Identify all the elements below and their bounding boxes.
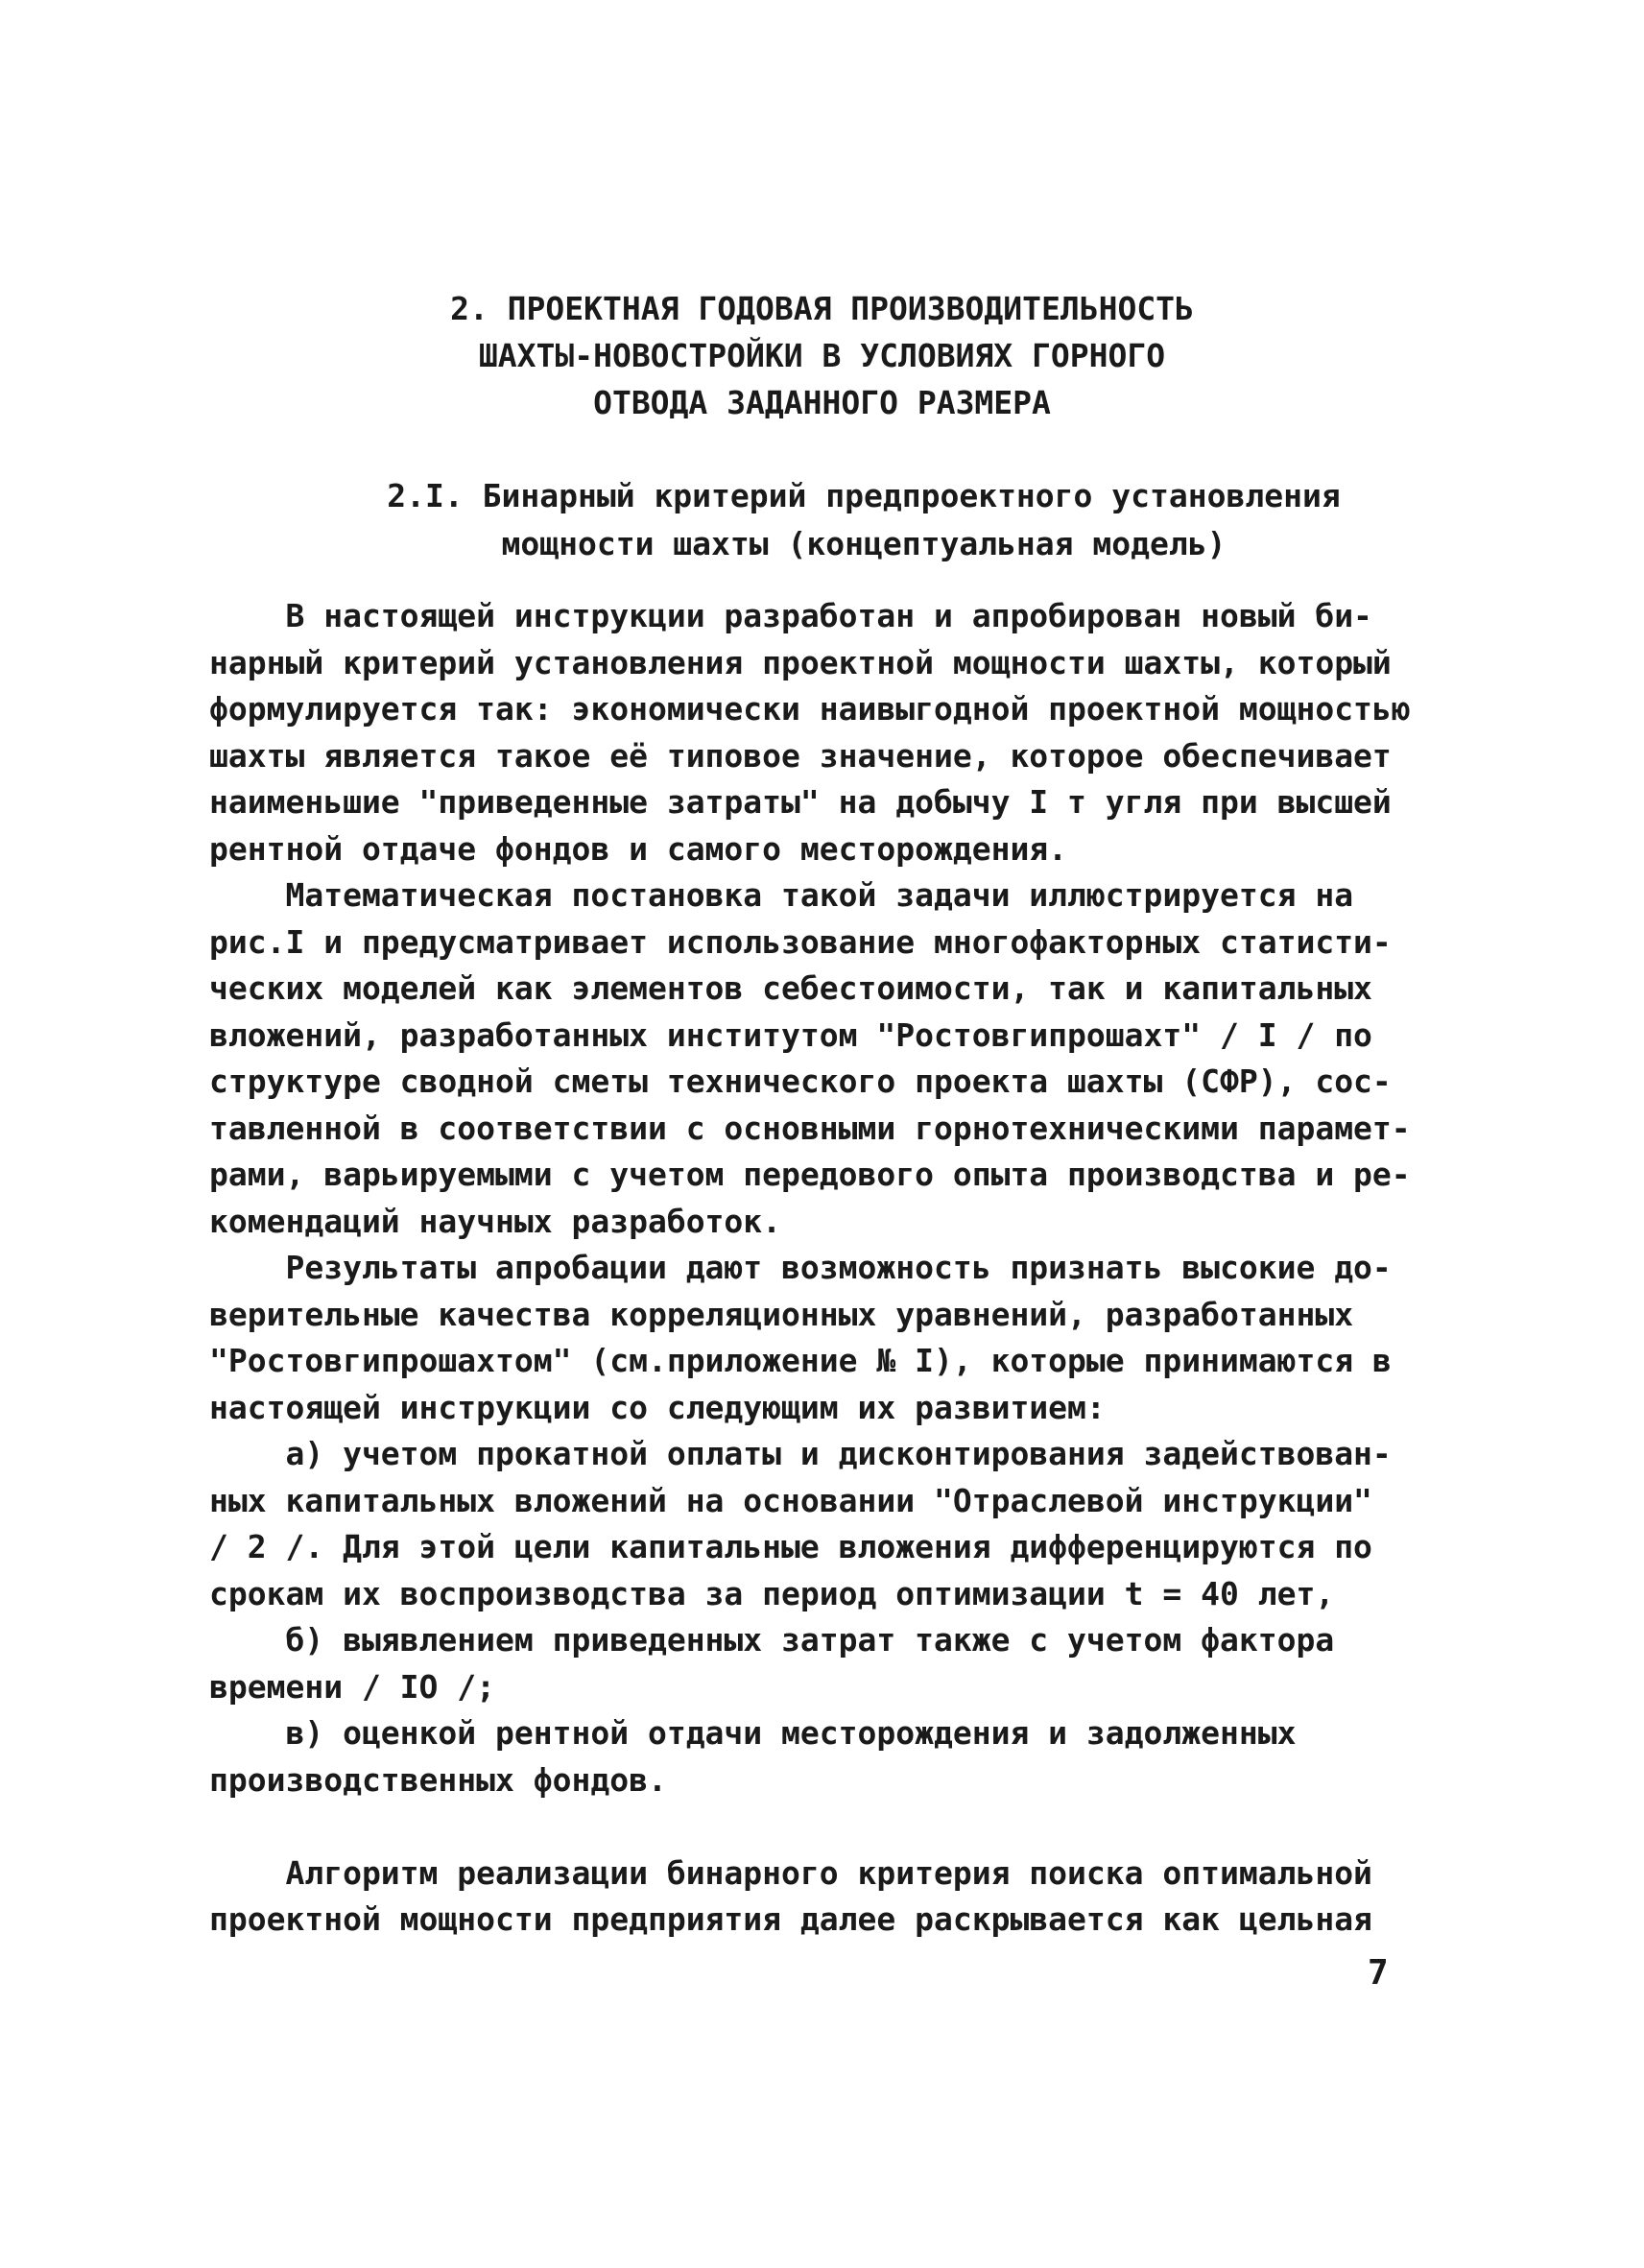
body-line: комендаций научных разработок. <box>209 1202 782 1240</box>
body-line: верительные качества корреляционных уравнений, разработанных <box>209 1295 1354 1333</box>
body-line: наименьшие "приведенные затраты" на добычу I т угля при высшей <box>209 783 1392 821</box>
body-line: В настоящей инструкции разработан и апробирован новый би- <box>209 597 1372 634</box>
body-line: б) выявлением приведенных затрат также с учетом фактора <box>209 1621 1335 1659</box>
section-heading-line: 2.I. Бинарный критерий предпроектного установления <box>387 477 1341 514</box>
body-line: нарный критерий установления проектной мощности шахты, который <box>209 643 1392 681</box>
body-line: формулируется так: экономически наивыгодной проектной мощностью <box>209 690 1411 728</box>
body-line: рентной отдаче фондов и самого месторождения. <box>209 829 1068 868</box>
chapter-heading <box>0 285 1644 426</box>
section-heading-line: мощности шахты (концептуальная модель) <box>501 525 1227 562</box>
body-line: ческих моделей как элементов себестоимости, так и капитальных <box>209 969 1372 1007</box>
body-line: срокам их воспроизводства за период оптимизации t = 40 лет, <box>209 1574 1335 1612</box>
body-line: структуре сводной сметы технического проекта шахты (СФР), сос- <box>209 1062 1392 1100</box>
section-heading <box>288 472 1440 568</box>
body-line: а) учетом прокатной оплаты и дисконтирования задействован- <box>209 1435 1392 1472</box>
body-line: вложений, разработанных институтом "Ростовгипрошахт" / I / по <box>209 1015 1372 1054</box>
chapter-heading-line: 2. ПРОЕКТНАЯ ГОДОВАЯ ПРОИЗВОДИТЕЛЬНОСТЬ <box>450 290 1194 327</box>
body-line: / 2 /. Для этой цели капитальные вложения дифференцируются по <box>209 1528 1372 1565</box>
chapter-heading-line: ШАХТЫ-НОВОСТРОЙКИ В УСЛОВИЯХ ГОРНОГО <box>478 337 1166 374</box>
chapter-heading-line: ОТВОДА ЗАДАННОГО РАЗМЕРА <box>593 384 1051 421</box>
body-line: настоящей инструкции со следующим их развитием: <box>209 1388 1106 1426</box>
body-line: рами, варьируемыми с учетом передового опыта производства и ре- <box>209 1156 1411 1193</box>
body-line: ных капитальных вложений на основании "Отраслевой инструкции" <box>209 1481 1372 1519</box>
body-line: проектной мощности предприятия далее раскрывается как цельная <box>209 1900 1372 1938</box>
body-line <box>209 1803 1418 1850</box>
body-text <box>209 593 1418 1944</box>
page-number: 7 <box>1368 1953 1389 1993</box>
body-line: тавленной в соответствии с основными горнотехническими парамет- <box>209 1109 1411 1147</box>
body-line: производственных фондов. <box>209 1760 667 1799</box>
body-line: времени / IO /; <box>209 1667 496 1706</box>
body-line: Результаты апробации дают возможность признать высокие до- <box>209 1249 1392 1286</box>
body-line: в) оценкой рентной отдачи месторождения и задолженных <box>209 1714 1297 1752</box>
body-line: рис.I и предусматривает использование многофакторных статисти- <box>209 922 1392 961</box>
body-line: шахты является такое её типовое значение, которое обеспечивает <box>209 736 1392 775</box>
body-line: Математическая постановка такой задачи иллюстрируется на <box>209 876 1354 914</box>
body-line: Алгоритм реализации бинарного критерия поиска оптимальной <box>209 1853 1372 1892</box>
body-line: "Ростовгипрошахтом" (см.приложение № I), которые принимаются в <box>209 1342 1392 1379</box>
